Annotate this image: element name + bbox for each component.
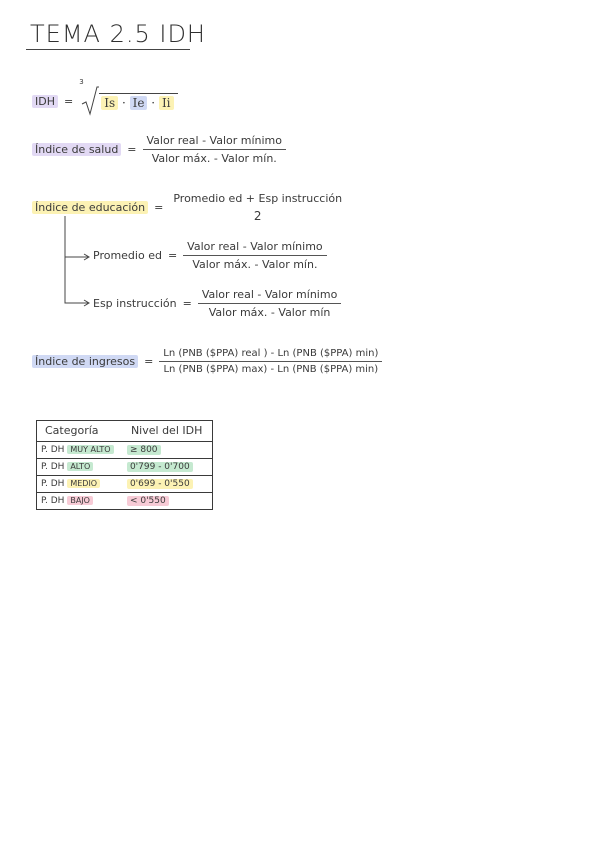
category-cell <box>37 459 123 476</box>
educacion-equals: = <box>154 201 164 214</box>
title-underline <box>26 49 190 50</box>
root-index: 3 <box>79 78 84 86</box>
ingresos-denominator: Ln (PNB ($PPA) max) - Ln (PNB ($PPA) min) <box>163 364 379 375</box>
table-row <box>37 459 213 476</box>
category-cell <box>37 442 123 459</box>
radicand-dot-2: · <box>151 95 156 110</box>
level-value: < 0'550 <box>127 496 169 506</box>
table-header-row <box>37 421 213 442</box>
salud-fraction <box>143 134 287 165</box>
category-name: MUY ALTO <box>67 445 113 454</box>
level-cell <box>123 476 213 493</box>
promedio-fraction <box>183 240 327 271</box>
header-categoria: Categoría <box>37 421 123 442</box>
table-row <box>37 476 213 493</box>
table-row <box>37 493 213 510</box>
level-cell <box>123 442 213 459</box>
table-row <box>37 442 213 459</box>
category-prefix: P. DH <box>41 462 65 472</box>
esp-equals: = <box>182 297 192 310</box>
promedio-label: Promedio ed <box>93 249 162 262</box>
ingresos-numerator: Ln (PNB ($PPA) real ) - Ln (PNB ($PPA) min) <box>159 348 382 362</box>
ingresos-label: Índice de ingresos <box>32 355 138 368</box>
esp-denominator: Valor máx. - Valor mín <box>208 306 331 319</box>
idh-label: IDH <box>32 95 58 108</box>
promedio-numerator: Valor real - Valor mínimo <box>183 240 327 256</box>
radicand-ii: Ii <box>159 96 174 110</box>
salud-formula <box>32 134 286 165</box>
idh-formula <box>32 78 178 116</box>
ingresos-equals: = <box>144 355 154 368</box>
salud-equals: = <box>127 143 137 156</box>
category-cell <box>37 493 123 510</box>
cube-root <box>79 78 177 116</box>
salud-label: Índice de salud <box>32 143 121 156</box>
category-prefix: P. DH <box>41 496 65 506</box>
promedio-denominator: Valor máx. - Valor mín. <box>192 258 318 271</box>
educacion-label: Índice de educación <box>32 201 148 214</box>
educacion-denominator: 2 <box>253 209 262 223</box>
esp-numerator: Valor real - Valor mínimo <box>198 288 342 304</box>
radicand-ie: Ie <box>130 96 148 110</box>
category-name: MEDIO <box>67 479 100 488</box>
promedio-equals: = <box>167 249 178 262</box>
promedio-formula <box>93 240 327 271</box>
radicand-is: Is <box>101 96 118 110</box>
ingresos-fraction <box>159 348 382 375</box>
educacion-numerator: Promedio ed + Esp instrucción <box>173 192 343 205</box>
esp-formula <box>93 288 341 319</box>
category-name: ALTO <box>67 462 93 471</box>
category-prefix: P. DH <box>41 445 65 455</box>
level-value: 0'799 - 0'700 <box>127 462 193 472</box>
ingresos-formula <box>32 348 382 375</box>
esp-label: Esp instrucción <box>93 297 177 310</box>
page-title: TEMA 2.5 IDH <box>30 20 206 48</box>
radicand-dot-1: · <box>121 95 126 110</box>
radical-sign-icon <box>81 86 99 116</box>
radicand <box>99 93 177 110</box>
header-nivel: Nivel del IDH <box>123 421 213 442</box>
idh-category-table <box>36 420 213 510</box>
educacion-fraction <box>169 192 346 223</box>
idh-equals: = <box>64 94 74 108</box>
level-value: ≥ 800 <box>127 445 161 455</box>
category-name: BAJO <box>67 496 93 505</box>
level-value: 0'699 - 0'550 <box>127 479 193 489</box>
level-cell <box>123 493 213 510</box>
category-cell <box>37 476 123 493</box>
level-cell <box>123 459 213 476</box>
esp-fraction <box>198 288 342 319</box>
salud-denominator: Valor máx. - Valor mín. <box>151 152 277 165</box>
category-prefix: P. DH <box>41 479 65 489</box>
salud-numerator: Valor real - Valor mínimo <box>143 134 287 150</box>
